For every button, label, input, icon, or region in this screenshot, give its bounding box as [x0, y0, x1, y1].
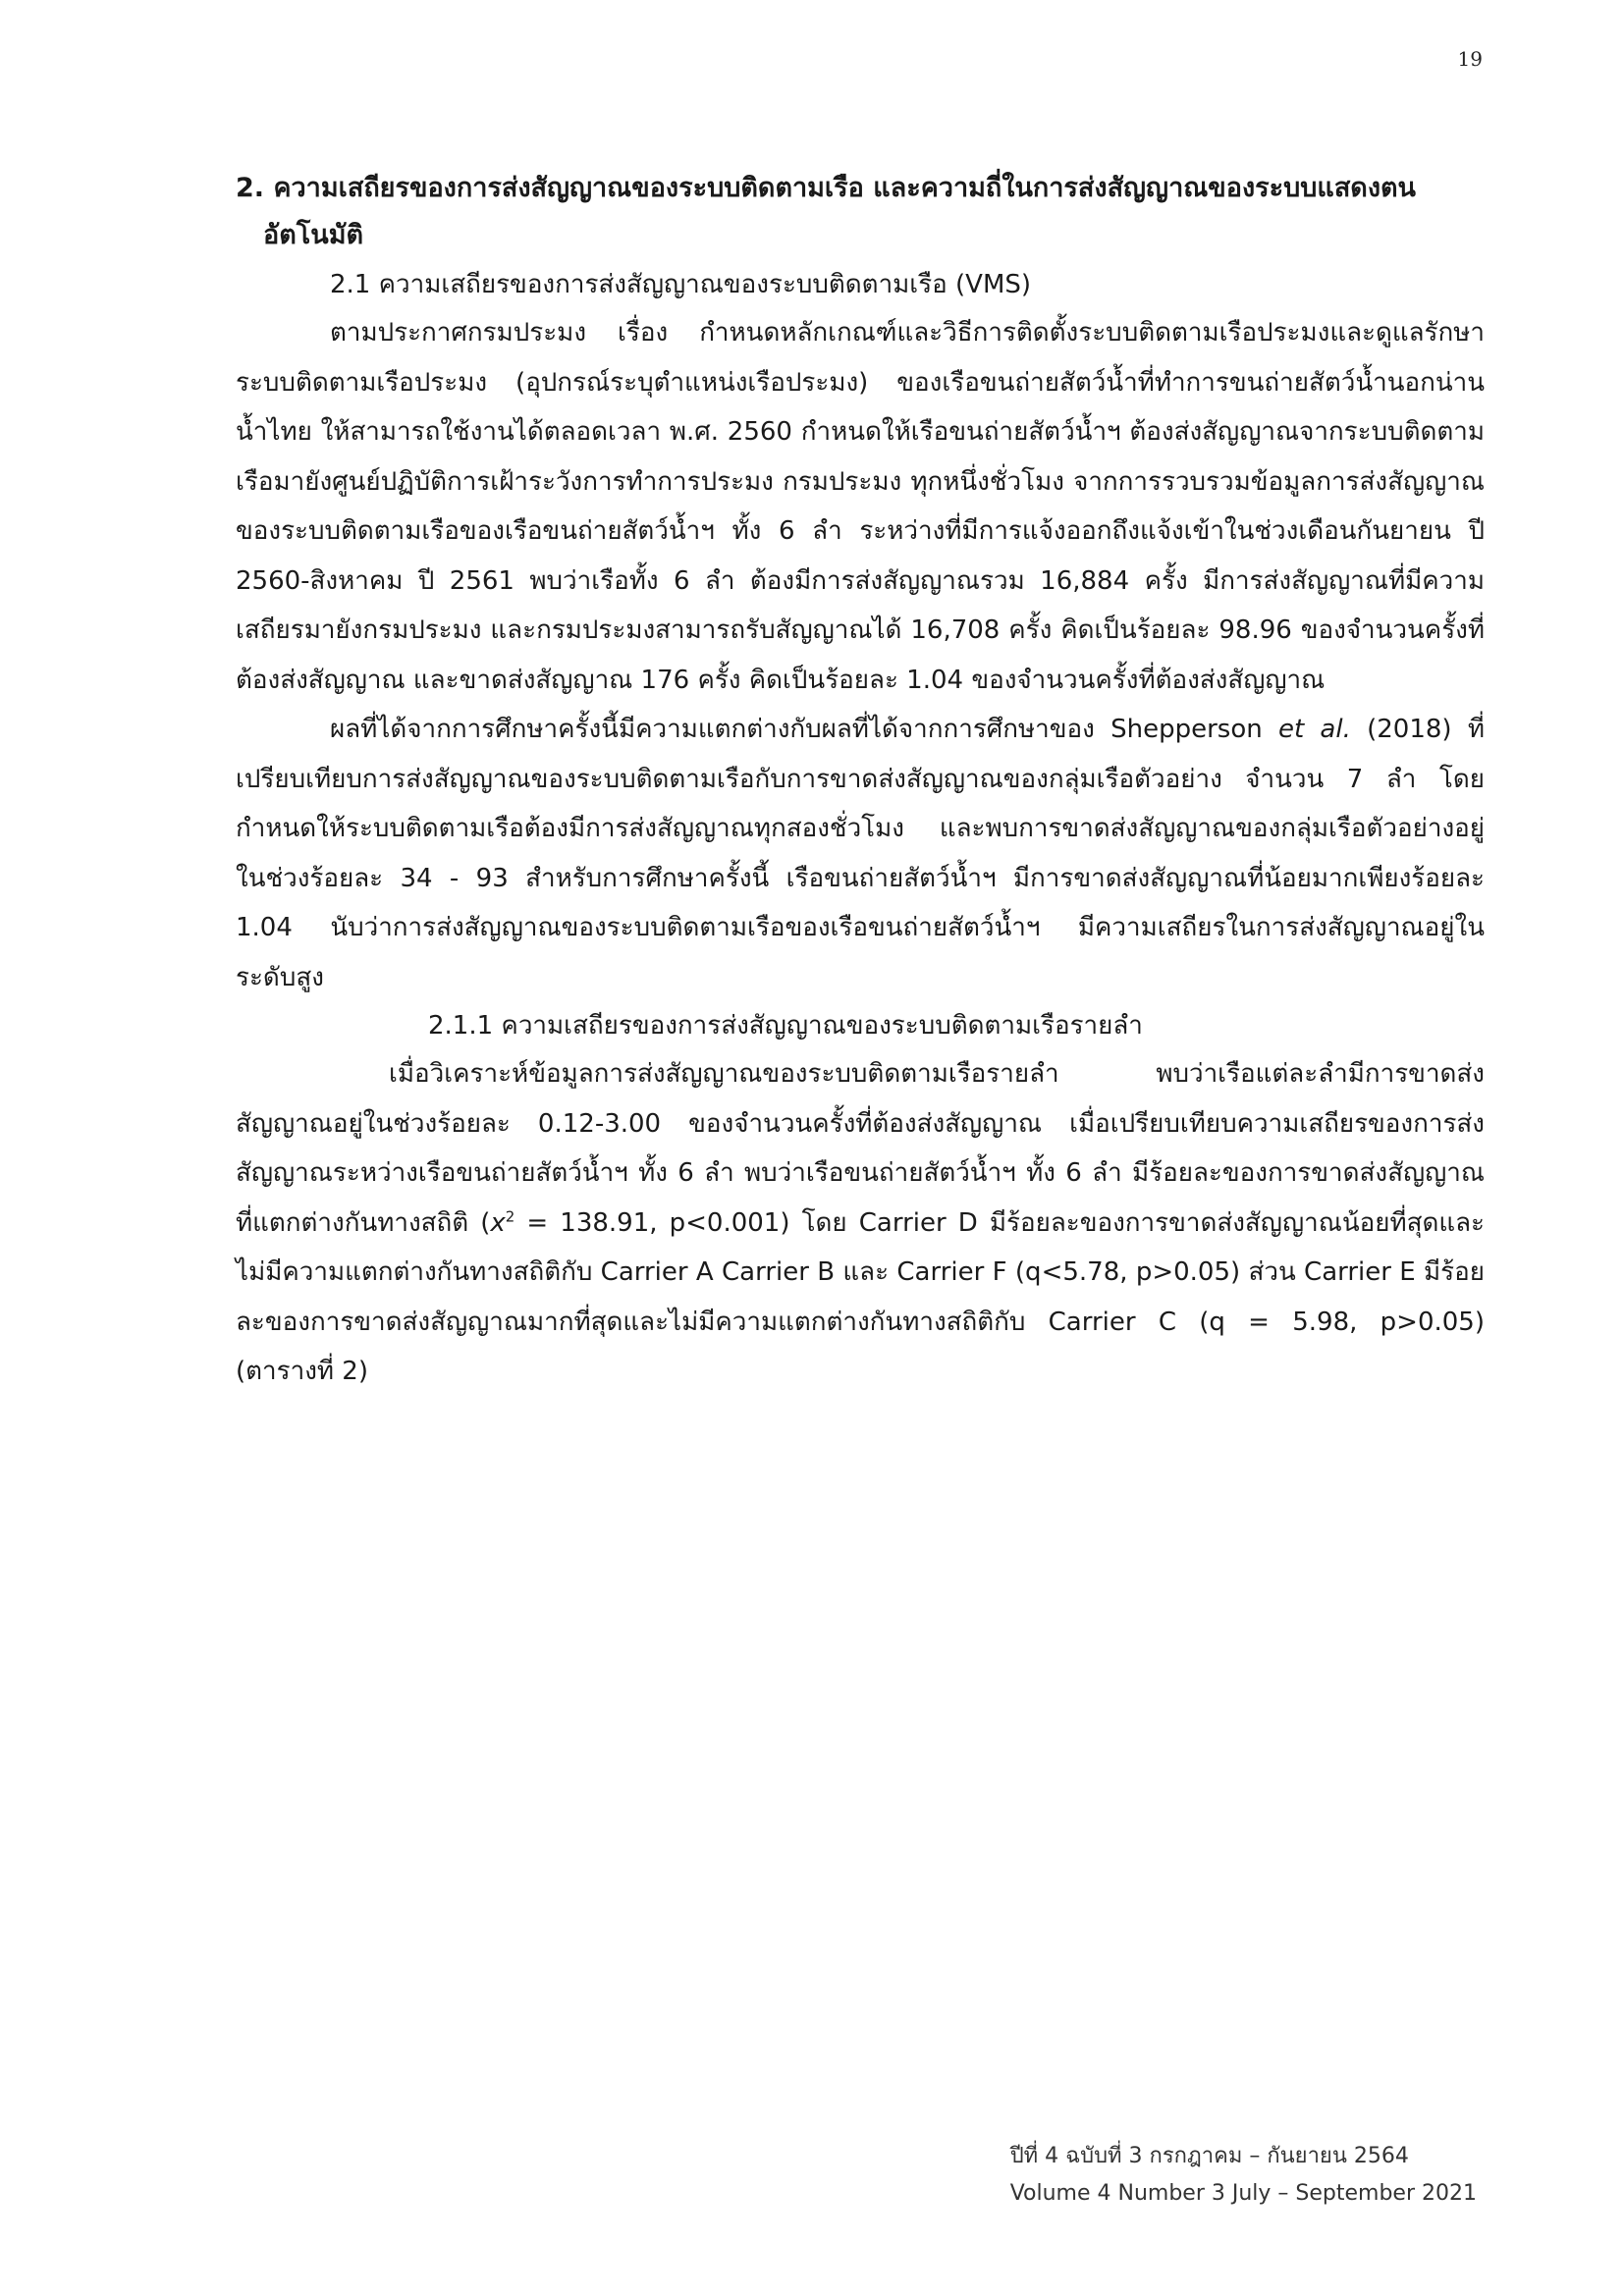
page-number: 19: [1457, 47, 1483, 71]
footer-english-issue: Volume 4 Number 3 July – September 2021: [1009, 2181, 1477, 2206]
journal-footer: [1010, 2138, 1477, 2213]
paragraph-comparison-text-a: ผลที่ได้จากการศึกษาครั้งนี้มีความแตกต่างกับผลที่ได้จากการศึกษาของ Shepperson: [330, 715, 1278, 744]
paragraph-comparison-text-b: (2018) ที่เปรียบเทียบการส่งสัญญาณของระบบติดตามเรือกับการขาดส่งสัญญาณของกลุ่มเรือตัวอย่าง จำนวน 7 ลำ โดยกำหนดให้ระบบติดตามเรือต้องมีการส่งสัญญาณทุกสองชั่วโมง และพบการขาดส่งสัญญาณของกลุ่มเรือตัวอย่างอยู่ในช่วงร้อยละ 34 - 93 สำหรับการศึกษาครั้งนี้ เรือขนถ่ายสัตว์น้ำฯ มีการขาดส่งสัญญาณที่น้อยมากเพียงร้อยละ 1.04 นับว่าการส่งสัญญาณของระบบติดตามเรือของเรือขนถ่ายสัตว์น้ำฯ มีความเสถียรในการส่งสัญญาณอยู่ในระดับสูง: [236, 715, 1485, 992]
paragraph-per-vessel-text-a: เมื่อวิเคราะห์ข้อมูลการส่งสัญญาณของระบบติดตามเรือรายลำ พบว่าเรือแต่ละลำมีการขาดส่งสัญญาณอยู่ในช่วงร้อยละ 0.12-3.00 ของจำนวนครั้งที่ต้องส่งสัญญาณ เมื่อเปรียบเทียบความเสถียรของการส่งสัญญาณระหว่างเรือขนถ่ายสัตว์น้ำฯ ทั้ง 6 ลำ พบว่าเรือขนถ่ายสัตว์น้ำฯ ทั้ง 6 ลำ มีร้อยละของการขาดส่งสัญญาณที่แตกต่างกันทางสถิติ (: [236, 1059, 1485, 1238]
subsection-2-1-1-title: 2.1.1 ความเสถียรของการส่งสัญญาณของระบบติดตามเรือรายลำ: [428, 1011, 1143, 1041]
chi-square-exponent: 2: [505, 1206, 515, 1225]
chi-square-symbol: x: [490, 1207, 506, 1238]
paragraph-per-vessel: [236, 1049, 1485, 1397]
paragraph-vms-stability: ตามประกาศกรมประมง เรื่อง กำหนดหลักเกณฑ์และวิธีการติดตั้งระบบติดตามเรือประมงและดูแลรักษาระบบติดตามเรือประมง (อุปกรณ์ระบุตำแหน่งเรือประมง) ของเรือขนถ่ายสัตว์น้ำที่ทำการขนถ่ายสัตว์น้ำนอกน่านน้ำไทย ให้สามารถใช้งานได้ตลอดเวลา พ.ศ. 2560 กำหนดให้เรือขนถ่ายสัตว์น้ำฯ ต้องส่งสัญญาณจากระบบติดตามเรือมายังศูนย์ปฏิบัติการเฝ้าระวังการทำการประมง กรมประมง ทุกหนึ่งชั่วโมง จากการรวบรวมข้อมูลการส่งสัญญาณของระบบติดตามเรือของเรือขนถ่ายสัตว์น้ำฯ ทั้ง 6 ลำ ระหว่างที่มีการแจ้งออกถึงแจ้งเข้าในช่วงเดือนกันยายน ปี 2560-สิงหาคม ปี 2561 พบว่าเรือทั้ง 6 ลำ ต้องมีการส่งสัญญาณรวม 16,884 ครั้ง มีการส่งสัญญาณที่มีความเสถียรมายังกรมประมง และกรมประมงสามารถรับสัญญาณได้ 16,708 ครั้ง คิดเป็นร้อยละ 98.96 ของจำนวนครั้งที่ต้องส่งสัญญาณ และขาดส่งสัญญาณ 176 ครั้ง คิดเป็นร้อยละ 1.04 ของจำนวนครั้งที่ต้องส่งสัญญาณ: [236, 318, 1485, 695]
footer-thai-issue: ปีที่ 4 ฉบับที่ 3 กรกฎาคม – กันยายน 2564: [1009, 2144, 1409, 2168]
main-content: [236, 165, 1485, 1397]
et-al-citation: et al.: [1277, 715, 1351, 744]
paragraph-per-vessel-text-b: = 138.91, p<0.001) โดย Carrier D มีร้อยละของการขาดส่งสัญญาณน้อยที่สุดและไม่มีความแตกต่างกันทางสถิติกับ Carrier A Carrier B และ Carrier F (q<5.78, p>0.05) ส่วน Carrier E มีร้อยละของการขาดส่งสัญญาณมากที่สุดและไม่มีความแตกต่างกันทางสถิติกับ Carrier C (q = 5.98, p>0.05) (ตารางที่ 2): [236, 1207, 1485, 1386]
subsection-2-1-title: 2.1 ความเสถียรของการส่งสัญญาณของระบบติดตามเรือ (VMS): [330, 270, 1032, 299]
section-heading: 2. ความเสถียรของการส่งสัญญาณของระบบติดตามเรือ และความถี่ในการส่งสัญญาณของระบบแสดงตนอัตโนมัติ: [236, 173, 1417, 250]
paragraph-comparison: [236, 705, 1485, 1002]
